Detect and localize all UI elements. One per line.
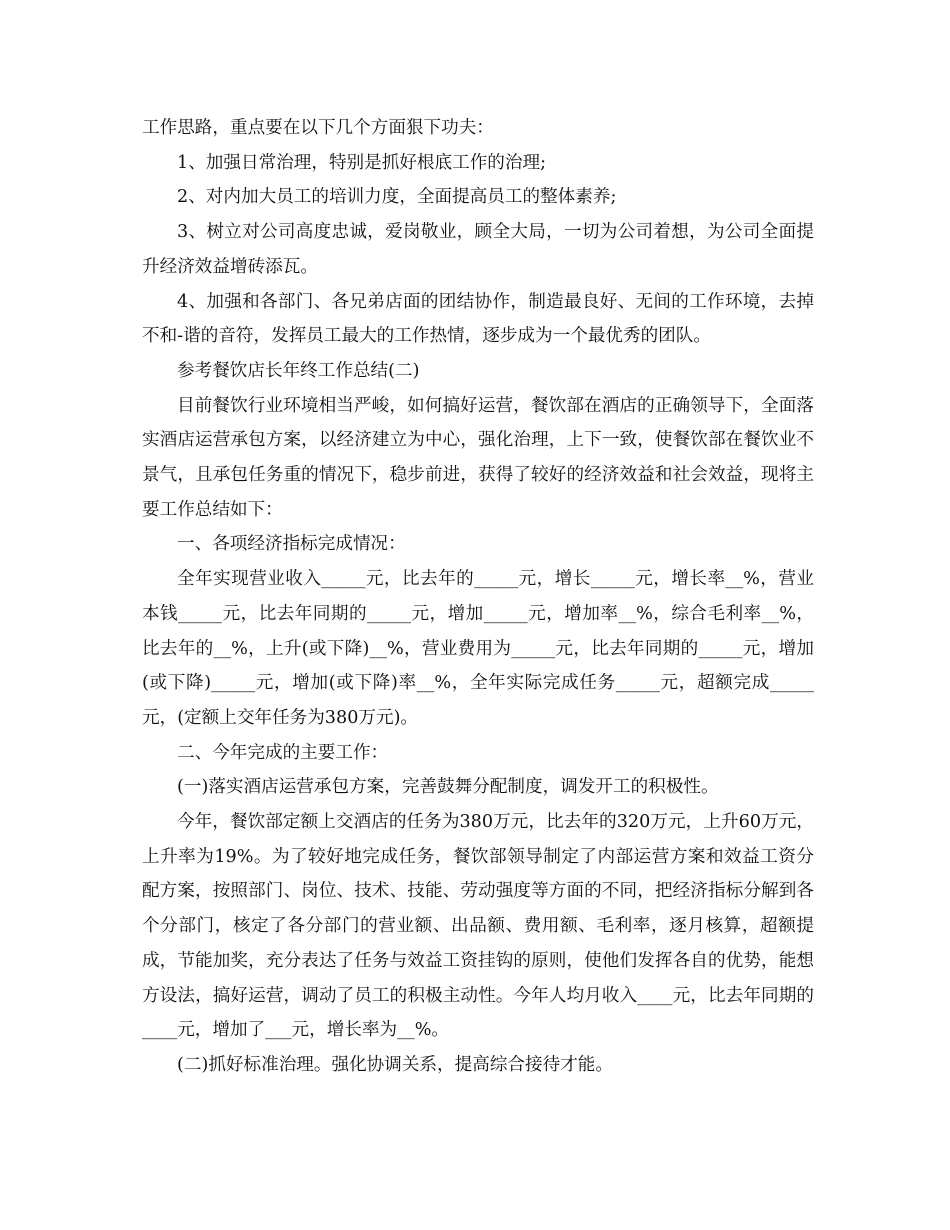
paragraph-3: 2、对内加大员工的培训力度，全面提高员工的整体素养;: [177, 187, 617, 208]
paragraph-7: 目前餐饮行业环境相当严峻，如何搞好运营，餐饮部在酒店的正确领导下，全面落实酒店运营承包方案，以经济建立为中心，强化治理，上下一致，使餐饮部在餐饮业不景气，且承包任务重的情况下，稳步前进，获得了较好的经济效益和社会效益，现将主要工作总结如下：: [142, 395, 814, 520]
paragraph-9: 全年实现营业收入_____元，比去年的_____元，增长_____元，增长率__%，营业本钱_____元，比去年同期的_____元，增加_____元，增加率__%，综合毛利率__%，比去年的__%，上升(或下降)__%，营业费用为_____元，比去年同期的_____元，增加(或下降)_____元，增加(或下降)率__%，全年实际完成任务_____元，超额完成_____元，(定额上交年任务为380万元)。: [142, 569, 814, 728]
paragraph-4: 3、树立对公司高度忠诚，爱岗敬业，顾全大局，一切为公司着想，为公司全面提升经济效益增砖添瓦。: [142, 222, 814, 277]
document-body: [142, 111, 814, 1083]
paragraph-12: 今年，餐饮部定额上交酒店的任务为380万元，比去年的320万元，上升60万元，上升率为19%。为了较好地完成任务，餐饮部领导制定了内部运营方案和效益工资分配方案，按照部门、岗位、技术、技能、劳动强度等方面的不同，把经济指标分解到各个分部门，核定了各分部门的营业额、出品额、费用额、毛利率，逐月核算，超额提成，节能加奖，充分表达了任务与效益工资挂钩的原则，使他们发挥各自的优势，能想方设法，搞好运营，调动了员工的积极主动性。今年人均月收入____元，比去年同期的____元，增加了___元，增长率为__%。: [142, 812, 814, 1041]
heading-1: 一、各项经济指标完成情况：: [177, 534, 406, 555]
subheading-1: (一)落实酒店运营承包方案，完善鼓舞分配制度，调发开工的积极性。: [177, 777, 719, 798]
subheading-2: (二)抓好标准治理。强化协调关系，提高综合接待才能。: [177, 1054, 613, 1075]
section-title: 参考餐饮店长年终工作总结(二): [177, 360, 420, 381]
heading-2: 二、今年完成的主要工作：: [177, 742, 389, 763]
paragraph-5: 4、加强和各部门、各兄弟店面的团结协作，制造最良好、无间的工作环境，去掉不和-谐的音符，发挥员工最大的工作热情，逐步成为一个最优秀的团队。: [142, 291, 814, 347]
paragraph-2: 1、加强日常治理，特别是抓好根底工作的治理;: [177, 152, 546, 173]
paragraph-1: 工作思路，重点要在以下几个方面狠下功夫：: [142, 118, 494, 138]
